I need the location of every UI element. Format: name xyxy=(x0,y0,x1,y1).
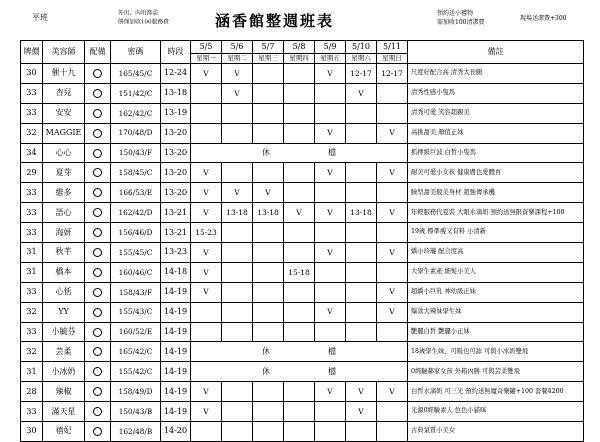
assign-cell xyxy=(85,362,111,382)
name-cell: 小冰奶 xyxy=(43,362,85,382)
onsite-fee-note: 現場送潔費+300 xyxy=(520,15,567,22)
code-cell: 156/46/D xyxy=(111,223,161,243)
table-row xyxy=(21,362,584,382)
day-cell: 12-17 xyxy=(346,64,377,84)
day-cell xyxy=(253,64,284,84)
day-cell: 15-18 xyxy=(284,262,315,282)
note-cell: 超嬌小巨乳 神幼級正妹 xyxy=(408,282,584,302)
day-cell xyxy=(222,262,253,282)
note-cell: 爆款大辣妹學生妹 xyxy=(408,302,584,322)
code-cell: 158/45/C xyxy=(111,163,161,183)
name-cell: 維多 xyxy=(43,183,85,203)
day-cell xyxy=(253,163,284,183)
assign-cell xyxy=(85,243,111,263)
weekday-header: 星期一 xyxy=(191,54,222,64)
note-cell: 臉型甜美駁美身材 超強傳承機 xyxy=(408,183,584,203)
price-cell: 33 xyxy=(21,282,43,302)
weekday-header: 星期二 xyxy=(222,54,253,64)
day-cell xyxy=(284,422,315,442)
name-cell: 辣椒 xyxy=(43,382,85,402)
day-cell: V xyxy=(191,203,222,223)
day-cell xyxy=(222,382,253,402)
price-cell: 33 xyxy=(21,83,43,103)
day-cell xyxy=(315,83,346,103)
day-cell: V xyxy=(315,163,346,183)
day-cell: V xyxy=(346,382,377,402)
note-cell: 嬌小玲瓏 配合度高 xyxy=(408,243,584,263)
name-cell: MAGGIE xyxy=(43,123,85,143)
day-cell xyxy=(222,322,253,342)
day-cell xyxy=(346,223,377,243)
name-cell: 橋本 xyxy=(43,262,85,282)
day-cell xyxy=(377,402,408,422)
circle-icon xyxy=(93,89,102,98)
name-cell: 秋芊 xyxy=(43,243,85,263)
table-row xyxy=(21,422,584,442)
name-cell: 滿天星 xyxy=(43,402,85,422)
date-header: 5/7 xyxy=(253,41,284,54)
col-note-header: 備註 xyxy=(408,41,584,64)
assign-cell xyxy=(85,83,111,103)
circle-icon xyxy=(93,228,102,237)
table-row xyxy=(21,223,584,243)
day-cell xyxy=(284,64,315,84)
day-cell: V xyxy=(191,262,222,282)
day-cell xyxy=(346,243,377,263)
table-row xyxy=(21,183,584,203)
day-cell xyxy=(253,302,284,322)
date-header: 5/6 xyxy=(222,41,253,54)
time-cell: 13-21 xyxy=(161,203,191,223)
assign-cell xyxy=(85,64,111,84)
schedule-table xyxy=(20,40,584,442)
assign-cell xyxy=(85,103,111,123)
time-cell: 14-19 xyxy=(161,382,191,402)
day-cell xyxy=(315,183,346,203)
price-cell: 31 xyxy=(21,262,43,282)
day-cell xyxy=(191,322,222,342)
circle-icon xyxy=(93,168,102,177)
day-cell: V xyxy=(377,203,408,223)
note-cell: 白皙水滴奶 可三光 預約送無魔奇樂罐+100 套餐4200 xyxy=(408,382,584,402)
day-cell xyxy=(315,422,346,442)
day-cell: 13-18 xyxy=(222,203,253,223)
day-cell xyxy=(284,302,315,322)
circle-icon xyxy=(93,347,102,356)
assign-cell xyxy=(85,382,111,402)
page-header xyxy=(0,0,600,40)
assign-cell xyxy=(85,322,111,342)
code-cell: 162/42/C xyxy=(111,103,161,123)
day-cell: V xyxy=(284,203,315,223)
code-cell: 151/42/C xyxy=(111,83,161,103)
day-cell: V xyxy=(377,302,408,322)
circle-icon xyxy=(93,367,102,376)
table-row xyxy=(21,103,584,123)
day-cell xyxy=(377,83,408,103)
day-cell: 12-17 xyxy=(377,64,408,84)
assign-cell xyxy=(85,342,111,362)
table-row xyxy=(21,163,584,183)
day-cell: V xyxy=(222,83,253,103)
name-cell: 心心 xyxy=(43,143,85,163)
code-cell: 166/53/E xyxy=(111,183,161,203)
day-cell xyxy=(253,262,284,282)
time-cell: 14-20 xyxy=(161,422,191,442)
table-row xyxy=(21,243,584,263)
table-row xyxy=(21,143,584,163)
price-cell: 30 xyxy=(21,64,43,84)
day-cell xyxy=(253,322,284,342)
note-cell: 抓揮級巨波 白皙小隻馬 xyxy=(408,143,584,163)
price-cell: 33 xyxy=(21,402,43,422)
name-cell: 海妍 xyxy=(43,223,85,243)
day-cell xyxy=(346,262,377,282)
day-cell: V xyxy=(346,402,377,422)
day-cell xyxy=(222,302,253,322)
day-cell xyxy=(315,103,346,123)
rest-cell: 休 檔 xyxy=(191,143,408,163)
day-cell xyxy=(315,402,346,422)
circle-icon xyxy=(93,407,102,416)
day-cell xyxy=(284,103,315,123)
day-cell: V xyxy=(315,382,346,402)
day-cell xyxy=(191,422,222,442)
name-cell: 催十九 xyxy=(43,64,85,84)
date-header: 5/5 xyxy=(191,41,222,54)
day-cell xyxy=(222,103,253,123)
table-row xyxy=(21,302,584,322)
price-cell: 30 xyxy=(21,422,43,442)
weekday-header: 星期四 xyxy=(284,54,315,64)
weekday-header: 星期五 xyxy=(315,54,346,64)
weekday-header: 星期三 xyxy=(253,54,284,64)
day-cell xyxy=(284,123,315,143)
day-cell xyxy=(346,282,377,302)
day-cell xyxy=(315,223,346,243)
time-cell: 14-19 xyxy=(161,282,191,302)
name-cell: 芸柔 xyxy=(43,342,85,362)
day-cell xyxy=(191,302,222,322)
day-cell xyxy=(253,123,284,143)
name-cell: YY xyxy=(43,302,85,322)
name-cell: 安安 xyxy=(43,103,85,123)
date-header: 5/10 xyxy=(346,41,377,54)
day-cell: V xyxy=(222,64,253,84)
day-cell xyxy=(253,103,284,123)
day-cell xyxy=(377,183,408,203)
day-cell: V xyxy=(315,243,346,263)
price-cell: 33 xyxy=(21,183,43,203)
code-cell: 170/48/D xyxy=(111,123,161,143)
rest-cell: 休 檔 xyxy=(191,362,408,382)
day-cell xyxy=(377,322,408,342)
day-cell: V xyxy=(377,382,408,402)
day-cell xyxy=(346,322,377,342)
day-cell xyxy=(284,163,315,183)
day-cell xyxy=(222,223,253,243)
table-row xyxy=(21,123,584,143)
day-cell xyxy=(377,223,408,243)
day-cell xyxy=(253,282,284,302)
price-cell: 32 xyxy=(21,302,43,322)
day-cell xyxy=(346,123,377,143)
code-cell: 150/43/F xyxy=(111,143,161,163)
day-cell xyxy=(284,223,315,243)
table-row xyxy=(21,262,584,282)
note-cell: 高挑甜美 顏值正妹 xyxy=(408,123,584,143)
code-cell: 162/42/D xyxy=(111,203,161,223)
day-cell xyxy=(315,282,346,302)
day-cell: V xyxy=(191,282,222,302)
circle-icon xyxy=(93,268,102,277)
col-assign-header: 配備 xyxy=(85,41,111,64)
col-time-header: 時段 xyxy=(161,41,191,64)
promo-note-2: 需加收100清潔費 xyxy=(437,19,485,26)
day-cell xyxy=(377,103,408,123)
day-cell xyxy=(253,422,284,442)
circle-icon xyxy=(93,208,102,217)
day-cell xyxy=(346,422,377,442)
circle-icon xyxy=(93,427,102,436)
code-cell: 155/45/C xyxy=(111,243,161,263)
date-header: 5/8 xyxy=(284,41,315,54)
day-cell xyxy=(222,163,253,183)
note-cell: 光源0經驗素人 色色小貓咪 xyxy=(408,402,584,422)
circle-icon xyxy=(93,308,102,317)
price-cell: 33 xyxy=(21,103,43,123)
day-cell: V xyxy=(377,243,408,263)
price-cell: 34 xyxy=(21,143,43,163)
circle-icon xyxy=(93,328,102,337)
code-cell: 162/48/B xyxy=(111,422,161,442)
service-note-2: 餅僅加收100服務費 xyxy=(118,18,169,26)
note-cell: 19歲 標準瘦又有料 小清新 xyxy=(408,223,584,243)
service-note-1: 外出、內用都需 xyxy=(118,9,158,17)
day-cell: V xyxy=(253,183,284,203)
weekday-header: 星期日 xyxy=(377,54,408,64)
code-cell: 160/52/E xyxy=(111,322,161,342)
day-cell xyxy=(315,322,346,342)
assign-cell xyxy=(85,123,111,143)
circle-icon xyxy=(93,129,102,138)
assign-cell xyxy=(85,183,111,203)
day-cell: V xyxy=(191,402,222,422)
day-cell: V xyxy=(315,123,346,143)
day-cell xyxy=(253,382,284,402)
name-cell: 語心 xyxy=(43,203,85,223)
name-cell: 小毓芬 xyxy=(43,322,85,342)
time-cell: 13-20 xyxy=(161,143,191,163)
note-cell: 耐美可愛小女孩 健康膚色愛體育 xyxy=(408,163,584,183)
assign-cell xyxy=(85,203,111,223)
day-cell xyxy=(315,262,346,282)
table-row xyxy=(21,382,584,402)
circle-icon xyxy=(93,69,102,78)
day-cell xyxy=(346,103,377,123)
table-row xyxy=(21,402,584,422)
day-cell xyxy=(346,302,377,322)
day-cell xyxy=(222,123,253,143)
day-cell xyxy=(284,322,315,342)
code-cell: 165/42/C xyxy=(111,342,161,362)
time-cell: 14-19 xyxy=(161,302,191,322)
circle-icon xyxy=(93,109,102,118)
day-cell xyxy=(284,83,315,103)
assign-cell xyxy=(85,163,111,183)
time-cell: 13-20 xyxy=(161,183,191,203)
note-cell: 大學生素產 細髮小美人 xyxy=(408,262,584,282)
day-cell xyxy=(377,262,408,282)
note-cell: 古典氣質小美女 xyxy=(408,422,584,442)
day-cell: 15-23 xyxy=(191,223,222,243)
note-cell: 清秀可愛 笑容超親美 xyxy=(408,103,584,123)
day-cell xyxy=(191,83,222,103)
time-cell: 13-21 xyxy=(161,223,191,243)
assign-cell xyxy=(85,282,111,302)
circle-icon xyxy=(93,188,102,197)
day-cell xyxy=(346,183,377,203)
time-cell: 13-20 xyxy=(161,163,191,183)
day-cell xyxy=(284,243,315,263)
circle-icon xyxy=(93,149,102,158)
table-row xyxy=(21,203,584,223)
day-cell: V xyxy=(191,64,222,84)
time-cell: 13-23 xyxy=(161,243,191,263)
time-cell: 14-18 xyxy=(161,262,191,282)
code-cell: 165/45/C xyxy=(111,64,161,84)
day-cell: 13-18 xyxy=(346,203,377,223)
date-header: 5/11 xyxy=(377,41,408,54)
name-cell: 禧妃 xyxy=(43,422,85,442)
time-cell: 13-20 xyxy=(161,123,191,143)
day-cell xyxy=(284,282,315,302)
time-cell: 12-24 xyxy=(161,64,191,84)
name-cell: 夏芽 xyxy=(43,163,85,183)
day-cell: V xyxy=(222,183,253,203)
price-cell: 32 xyxy=(21,123,43,143)
day-cell: V xyxy=(346,83,377,103)
assign-cell xyxy=(85,143,111,163)
name-cell: 杏兒 xyxy=(43,83,85,103)
note-cell: 年輕服務代夏裝 大眼水滴奶 預約送無限資樂課程+100 xyxy=(408,203,584,223)
header-row-dates xyxy=(21,41,584,54)
time-cell: 14-19 xyxy=(161,322,191,342)
code-cell: 160/46/C xyxy=(111,262,161,282)
note-cell: 尺度好配合高 清秀大長腿 xyxy=(408,64,584,84)
time-cell: 14-19 xyxy=(161,402,191,422)
col-number-header: 牌價 xyxy=(21,41,43,64)
day-cell xyxy=(191,103,222,123)
day-cell xyxy=(222,243,253,263)
code-cell: 150/43/B xyxy=(111,402,161,422)
name-cell: 心恬 xyxy=(43,282,85,302)
day-cell xyxy=(222,422,253,442)
day-cell: V xyxy=(315,203,346,223)
day-cell: V xyxy=(191,163,222,183)
code-cell: 158/43/F xyxy=(111,282,161,302)
note-cell: 清秀性感小隻馬 xyxy=(408,83,584,103)
day-cell: V xyxy=(377,163,408,183)
col-name-header: 美容師 xyxy=(43,41,85,64)
circle-icon xyxy=(93,248,102,257)
assign-cell xyxy=(85,262,111,282)
note-cell: 艷麗白皙 艷麗小正妹 xyxy=(408,322,584,342)
shift-label: 平班 xyxy=(32,13,48,22)
table-row xyxy=(21,83,584,103)
assign-cell xyxy=(85,302,111,322)
day-cell xyxy=(377,422,408,442)
page-title: 涵香館整週班表 xyxy=(215,12,335,30)
assign-cell xyxy=(85,422,111,442)
day-cell: V xyxy=(191,183,222,203)
time-cell: 13-19 xyxy=(161,103,191,123)
circle-icon xyxy=(93,288,102,297)
day-cell xyxy=(284,183,315,203)
table-row xyxy=(21,282,584,302)
promo-note-1: 預約送小禮物 xyxy=(437,10,474,17)
code-cell: 155/42/C xyxy=(111,362,161,382)
day-cell xyxy=(346,163,377,183)
day-cell xyxy=(222,282,253,302)
note-cell: 18歲學生妹、可吸也可舔 可與小冰奶雙飛 xyxy=(408,342,584,362)
day-cell xyxy=(253,223,284,243)
day-cell xyxy=(253,83,284,103)
day-cell xyxy=(284,382,315,402)
table-row xyxy=(21,322,584,342)
time-cell: 13-18 xyxy=(161,83,191,103)
price-cell: 32 xyxy=(21,342,43,362)
day-cell: V xyxy=(377,123,408,143)
day-cell: 13-18 xyxy=(253,203,284,223)
price-cell: 31 xyxy=(21,362,43,382)
day-cell: V xyxy=(191,243,222,263)
weekday-header: 星期六 xyxy=(346,54,377,64)
assign-cell xyxy=(85,223,111,243)
code-cell: 155/43/C xyxy=(111,302,161,322)
table-row xyxy=(21,64,584,84)
note-cell: 0經驗鄰家女孩 外箱內勝 可與芸柔雙飛 xyxy=(408,362,584,382)
time-cell: 14-19 xyxy=(161,342,191,362)
col-code-header: 密碼 xyxy=(111,41,161,64)
price-cell: 29 xyxy=(21,163,43,183)
day-cell xyxy=(284,402,315,422)
day-cell: V xyxy=(315,64,346,84)
day-cell: V xyxy=(377,282,408,302)
day-cell xyxy=(191,123,222,143)
day-cell: V xyxy=(315,302,346,322)
date-header: 5/9 xyxy=(315,41,346,54)
assign-cell xyxy=(85,402,111,422)
table-row xyxy=(21,342,584,362)
price-cell: 31 xyxy=(21,243,43,263)
circle-icon xyxy=(93,387,102,396)
code-cell: 158/49/D xyxy=(111,382,161,402)
price-cell: 33 xyxy=(21,203,43,223)
day-cell xyxy=(253,243,284,263)
day-cell xyxy=(222,402,253,422)
price-cell: 28 xyxy=(21,382,43,402)
time-cell: 14-19 xyxy=(161,362,191,382)
price-cell: 33 xyxy=(21,322,43,342)
day-cell: V xyxy=(191,382,222,402)
day-cell xyxy=(253,402,284,422)
price-cell: 33 xyxy=(21,223,43,243)
rest-cell: 休 檔 xyxy=(191,342,408,362)
